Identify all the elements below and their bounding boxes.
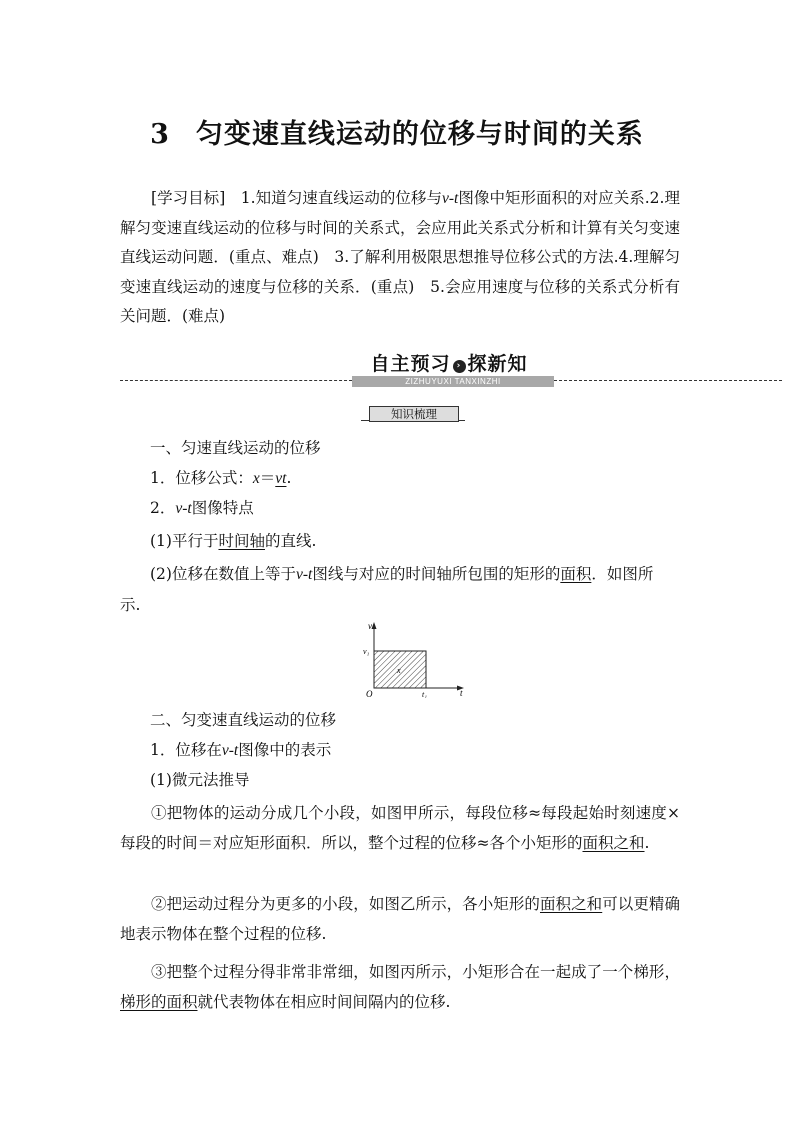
section2-item1 xyxy=(150,738,331,760)
banner-right-text: 探新知 xyxy=(467,353,528,375)
item1-prefix: 1．位移公式： xyxy=(150,469,253,487)
section2-point3 xyxy=(120,958,680,1017)
point2-answer: 面积之和 xyxy=(539,895,603,913)
point1-end: . xyxy=(644,833,650,852)
objectives-text-1: 1.知道匀速直线运动的位移与 xyxy=(225,189,442,207)
origin-label: O xyxy=(366,689,373,698)
chevron-right-icon: › xyxy=(453,360,466,373)
v-axis-arrow xyxy=(372,622,377,629)
section2-point2 xyxy=(120,890,680,949)
sub2-prefix: (2)位移在数值上等于 xyxy=(150,565,296,583)
section2-sub1: (1)微元法推导 xyxy=(150,771,250,789)
objectives-lead: [学习目标] xyxy=(151,189,226,207)
area-label: x xyxy=(397,666,401,675)
section1-sub2-wrap: 示. xyxy=(120,596,141,614)
section1-sub1 xyxy=(150,529,316,551)
s2-item1-num: 1．位移在 xyxy=(150,741,222,759)
title-text: 匀变速直线运动的位移与时间的关系 xyxy=(195,119,644,150)
item2-text: 图像特点 xyxy=(191,499,254,517)
formula-answer: vt xyxy=(275,470,287,487)
banner-left-text: 自主预习 xyxy=(370,353,451,375)
sub1-suffix: 的直线. xyxy=(264,532,317,550)
banner-dash-left xyxy=(120,380,352,381)
point3-answer: 梯形的面积 xyxy=(120,992,198,1011)
page-title xyxy=(0,112,794,151)
sub2-suffix: ．如图所 xyxy=(591,565,654,583)
formula-eq: ＝ xyxy=(259,469,276,487)
section2-point1 xyxy=(120,799,680,858)
point3-text-end: 就代表物体在相应时间间隔内的位移. xyxy=(197,992,451,1011)
vt-graph-figure xyxy=(360,618,470,698)
item1-end: . xyxy=(286,469,292,487)
t1-label: t₁ xyxy=(422,690,428,698)
formula-x: x xyxy=(252,470,260,487)
v-label: v xyxy=(368,621,372,631)
item2-num: 2． xyxy=(150,499,176,517)
title-number: 3 xyxy=(150,119,170,150)
point2-text-end: 可以更精确地表示物体在整个过程的位移. xyxy=(120,895,680,943)
point1-answer: 面积之和 xyxy=(582,833,645,852)
objectives-text-2: 图像中矩形面积的对应关系.2.理解匀变速直线运动的位移与时间的关系式，会应用此关系式分析和计算有关匀变速直线运动问题．(重点、难点) 3.了解利用极限思想推导位移公式的方法.4.理解匀变速直线运动的速度与位移的关系．(重点) 5.会应用速度与位移的关系式分析有关问题．(难点) xyxy=(120,189,680,325)
v1-label: v₁ xyxy=(363,647,370,656)
section1-item2 xyxy=(150,496,254,518)
section-tag xyxy=(361,406,465,422)
sub2-mid: 图线与对应的时间轴所包围的矩形的 xyxy=(312,565,561,583)
sub2-vt: v-t xyxy=(295,566,313,583)
section1-item1 xyxy=(150,466,291,488)
section2-heading: 二、匀变速直线运动的位移 xyxy=(150,711,337,729)
point3-text: ③把整个过程分得非常非常细，如图丙所示，小矩形合在一起成了一个梯形， xyxy=(151,963,680,981)
tag-label: 知识梳理 xyxy=(369,406,459,422)
t-label: t xyxy=(460,688,463,698)
learning-objectives xyxy=(120,184,680,332)
sub1-answer: 时间轴 xyxy=(218,532,265,550)
objectives-vt: v-t xyxy=(442,190,459,207)
section-banner xyxy=(357,349,541,376)
section1-heading: 一、匀速直线运动的位移 xyxy=(150,439,321,457)
banner-dash-right xyxy=(554,380,782,381)
section1-sub2 xyxy=(150,562,653,584)
point1-text: ①把物体的运动分成几个小段，如图甲所示，每段位移≈每段起始时刻速度×每段的时间＝对应矩形面积．所以，整个过程的位移≈各个小矩形的 xyxy=(120,804,680,852)
s2-item1-text: 图像中的表示 xyxy=(238,741,332,759)
item2-vt: v-t xyxy=(175,500,192,517)
banner-subtitle: ZIZHUYUXI TANXINZHI xyxy=(352,376,554,387)
sub1-prefix: (1)平行于 xyxy=(150,532,219,550)
point2-text: ②把运动过程分为更多的小段，如图乙所示，各小矩形的 xyxy=(151,895,540,913)
sub2-answer: 面积 xyxy=(560,565,592,583)
s2-item1-vt: v-t xyxy=(221,742,239,759)
